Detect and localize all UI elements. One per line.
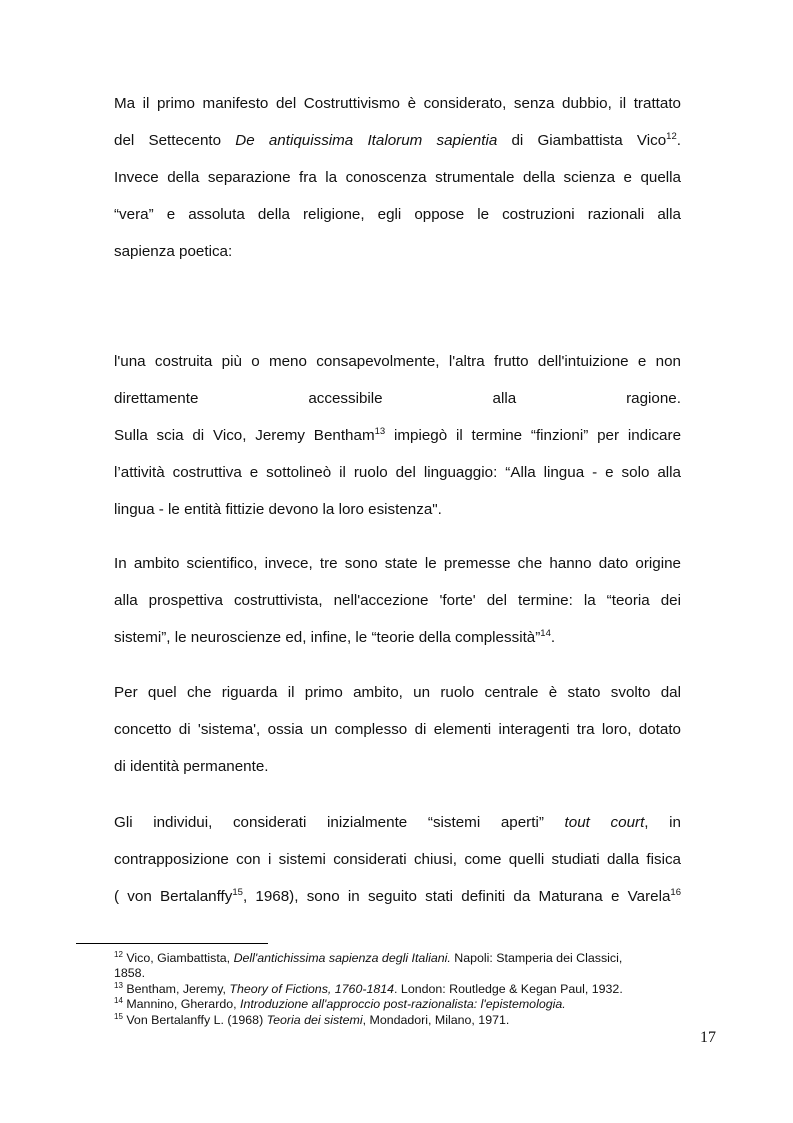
p3-line2: alla prospettiva costruttivista, nell'accezione 'forte' del termine: la “teoria dei [114,592,681,609]
p5-line2: contrapposizione con i sistemi considerati chiusi, come quelli studiati dalla fisica [114,851,681,868]
p5-line3: ( von Bertalanffy$^{15}$, 1968), sono in seguito stati definiti da Maturana e Varela$^{16}$ [114,886,681,905]
p1-line4: “vera” e assoluta della religione, egli oppose le costruzioni razionali alla [114,206,681,223]
p4-line1: Per quel che riguarda il primo ambito, un ruolo centrale è stato svolto dal [114,684,681,701]
p5-line1: Gli individui, considerati inizialmente “sistemi aperti” tout court, in [114,814,681,831]
p2-line1: l'una costruita più o meno consapevolmente, l'altra frutto dell'intuizione e non [114,353,681,370]
p4-line3: di identità permanente. [114,758,269,775]
p2-line2: direttamente accessibile alla ragione. [114,390,681,407]
page-number: 17 [700,1029,716,1046]
p1-line1: Ma il primo manifesto del Costruttivismo è considerato, senza dubbio, il trattato [114,95,681,112]
footnote-13: $^{13}$ Bentham, Jeremy, Theory of Fictions, 1760-1814. London: Routledge & Kegan Paul, 1932. [114,980,623,996]
footnote-14: $^{14}$ Mannino, Gherardo, Introduzione all'approccio post-razionalista: l'epistemologia. [114,995,566,1011]
p2-line4: l’attività costruttiva e sottolineò il ruolo del linguaggio: “Alla lingua - e solo alla [114,464,681,481]
p4-line2: concetto di 'sistema', ossia un complesso di elementi interagenti tra loro, dotato [114,721,681,738]
p1-line3: Invece della separazione fra la conoscenza strumentale della scienza e quella [114,169,681,186]
p1-line5: sapienza poetica: [114,243,233,260]
p2-line3: Sulla scia di Vico, Jeremy Bentham$^{13}$ impiegò il termine “finzioni” per indicare [114,425,682,444]
footnote-15: $^{15}$ Von Bertalanffy L. (1968) Teoria dei sistemi, Mondadori, Milano, 1971. [114,1011,510,1027]
footnote-12: $^{12}$ Vico, Giambattista, Dell'antichissima sapienza degli Italiani. Napoli: Stamperia dei Classici, [114,949,623,965]
footnote-12-continuation: 1858. [114,966,146,980]
p2-line5: lingua - le entità fittizie devono la loro esistenza". [114,501,442,518]
footnote-separator [76,943,268,944]
p3-line3: sistemi”, le neuroscienze ed, infine, le “teorie della complessità”$^{14}$. [114,627,556,646]
p3-line1: In ambito scientifico, invece, tre sono state le premesse che hanno dato origine [114,555,681,572]
p1-line2: del Settecento De antiquissima Italorum sapientia di Giambattista Vico$^{12}$. [114,130,681,149]
